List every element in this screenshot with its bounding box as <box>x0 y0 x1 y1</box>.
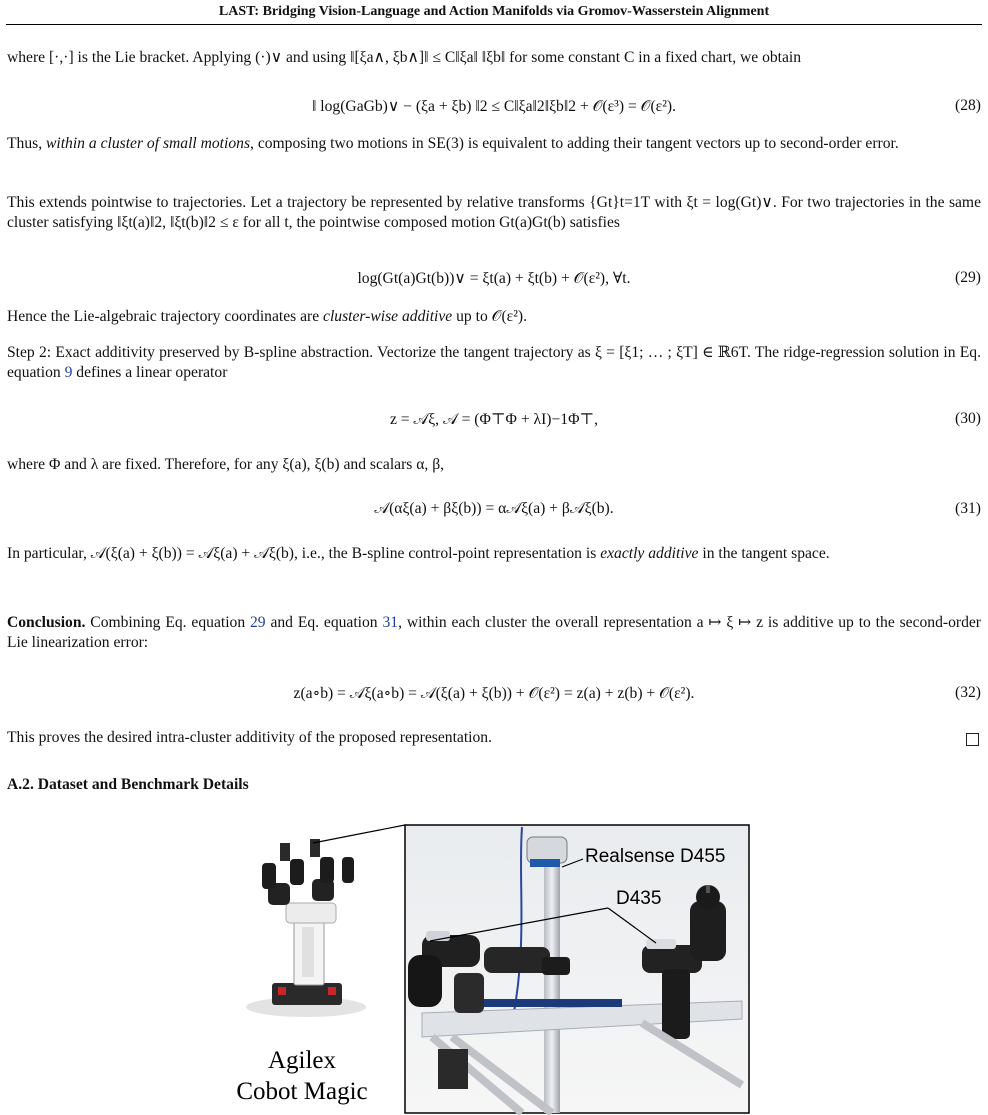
text-segment: Hence the Lie-algebraic trajectory coordinates are <box>7 308 324 325</box>
header-rule <box>6 24 982 25</box>
equation-ref-29-link[interactable]: 29 <box>249 614 266 631</box>
paragraph-exact-additivity <box>7 544 981 564</box>
cobot-thumbnail <box>246 825 405 1017</box>
equation-28-body: ‖ log(GaGb)∨ − (ξa + ξb) ‖2 ≤ C‖ξa‖2‖ξb‖2 + 𝒪(ε³) = 𝒪(ε²). <box>312 98 676 115</box>
text-segment: In particular, 𝒜(ξ(a) + ξ(b)) = 𝒜ξ(a) + 𝒜ξ(b), i.e., the B-spline control-point representation is <box>7 545 601 562</box>
paragraph-lie-bracket: where [·,·] is the Lie bracket. Applying (·)∨ and using ‖[ξa∧, ξb∧]‖ ≤ C‖ξa‖ ‖ξb‖ for some constant C in a fixed chart, we obtain <box>7 49 802 66</box>
equation-30 <box>7 410 981 432</box>
emphasis-text: cluster-wise additive <box>323 308 453 325</box>
paragraph-conclusion <box>7 613 981 653</box>
paragraph-trajectories: This extends pointwise to trajectories. Let a trajectory be represented by relative transforms {Gt}t=1T with ξt = log(Gt)∨. For two trajectories in the same cluster satisfying ‖ξt(a)‖2, ‖ξt(b)‖2 ≤ ε for all t, the pointwise composed motion Gt(a)Gt(b) satisfies <box>7 194 981 231</box>
robot-photo <box>405 825 749 1113</box>
emphasis-text: exactly additive <box>600 545 699 562</box>
equation-ref-9-link[interactable]: 9 <box>64 364 73 381</box>
text-segment: and Eq. equation <box>265 614 383 631</box>
equation-32-number: (32) <box>955 684 981 701</box>
text-segment: up to 𝒪(ε²). <box>452 308 527 325</box>
equation-ref-31-link[interactable]: 31 <box>382 614 399 631</box>
paragraph-cluster-wise <box>7 307 981 327</box>
equation-28 <box>7 97 981 119</box>
caption-cobot-magic: Cobot Magic <box>236 1078 368 1105</box>
equation-31 <box>7 500 981 522</box>
equation-29-body: log(Gt(a)Gt(b))∨ = ξt(a) + ξt(b) + 𝒪(ε²), ∀t. <box>357 270 631 287</box>
text-segment: , within each cluster the overall representation a ↦ ξ ↦ z is additive up to the second-order Lie linearization error: <box>7 614 981 651</box>
caption-agilex: Agilex <box>267 1047 337 1074</box>
qed-box-icon <box>966 733 979 746</box>
text-segment: Combining Eq. equation <box>85 614 250 631</box>
equation-30-number: (30) <box>955 410 981 427</box>
label-realsense-d455: Realsense D455 <box>585 846 726 867</box>
paragraph-step-2 <box>7 343 981 383</box>
section-heading-a2: A.2. Dataset and Benchmark Details <box>7 776 249 793</box>
equation-31-body: 𝒜(αξ(a) + βξ(b)) = α𝒜ξ(a) + β𝒜ξ(b). <box>374 500 614 517</box>
text-segment: , composing two motions in SE(3) is equivalent to adding their tangent vectors up to second-order error. <box>250 135 899 152</box>
text-segment: Step 2: Exact additivity preserved by B-spline abstraction. Vectorize the tangent trajectory as ξ = [ξ1; … ; ξT] ∈ ℝ6T. The ridge-regression solution in Eq. equation <box>7 344 981 381</box>
equation-28-number: (28) <box>955 97 981 114</box>
equation-32 <box>7 684 981 706</box>
emphasis-text: within a cluster of small motions <box>45 135 251 152</box>
equation-29 <box>7 269 981 291</box>
paragraph-fixed-operator: where Φ and λ are fixed. Therefore, for any ξ(a), ξ(b) and scalars α, β, <box>7 456 445 473</box>
equation-29-number: (29) <box>955 269 981 286</box>
label-d435: D435 <box>616 888 662 909</box>
equation-32-body: z(a∘b) = 𝒜ξ(a∘b) = 𝒜(ξ(a) + ξ(b)) + 𝒪(ε²) = z(a) + z(b) + 𝒪(ε²). <box>293 685 695 702</box>
text-segment: in the tangent space. <box>698 545 830 562</box>
running-head: LAST: Bridging Vision-Language and Action Manifolds via Gromov-Wasserstein Alignment <box>218 4 770 19</box>
text-segment: Thus, <box>7 135 46 152</box>
text-segment: defines a linear operator <box>72 364 228 381</box>
equation-31-number: (31) <box>955 500 981 517</box>
paragraph-small-motions <box>7 134 981 154</box>
conclusion-label: Conclusion. <box>7 614 86 631</box>
paragraph-proof-end: This proves the desired intra-cluster additivity of the proposed representation. <box>7 729 492 746</box>
equation-30-body: z = 𝒜ξ, 𝒜 = (Φ⊤Φ + λI)−1Φ⊤, <box>389 411 599 428</box>
robot-figure <box>222 823 768 1115</box>
